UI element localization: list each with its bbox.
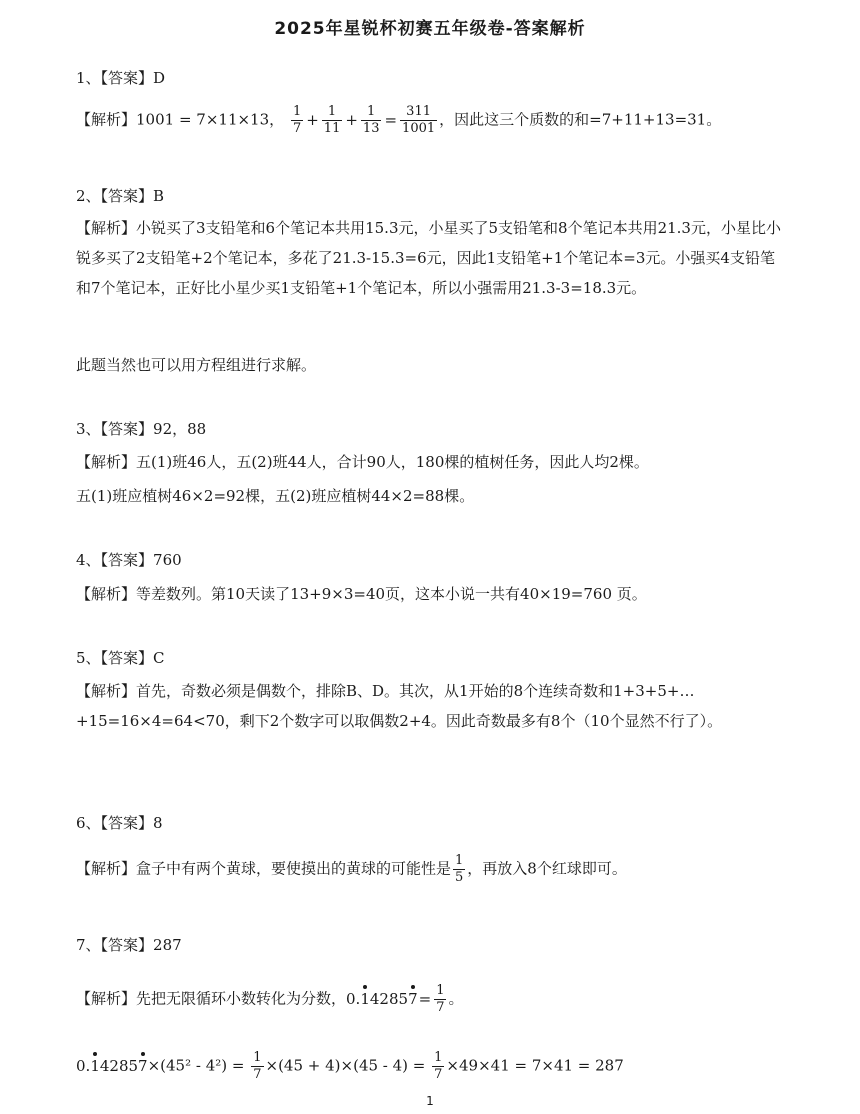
page-number: 1 — [426, 1094, 434, 1108]
q1-fraction-2: $\frac{1}{11}$ — [323, 104, 341, 136]
q2-solution: 【解析】小锐买了3支铅笔和6个笔记本共用15.3元，小星买了5支铅笔和8个笔记本共用21.3元，小星比小锐多买了2支铅笔+2个笔记本，多花了21.3-15.3=6元，因此1支铅笔+1个笔记本=3元。小强买4支铅笔和7个笔记本，正好比小星少买1支铅笔+1个笔记本，所以小强需用21.3-3=18.3元。 — [76, 219, 781, 297]
q3-solution-line2: 五(1)班应植树46×2=92棵，五(2)班应植树44×2=88棵。 — [76, 487, 475, 505]
q1-answer: 1、【答案】D — [76, 69, 166, 87]
q6-fraction: $\frac{1}{5}$ — [455, 853, 464, 885]
q6-answer: 6、【答案】8 — [76, 814, 163, 832]
q1-label: 【解析】 — [76, 110, 137, 129]
q7-calculation: 0.142857×(45² - 4²) = $\frac{1}{7}$ ×(45 + 4)×(45 - 4) = $\frac{1}{7}$ ×49×41 = 7×41 = 287 — [76, 1050, 624, 1082]
q1-fraction-3: $\frac{1}{13}$ — [362, 104, 380, 136]
q1-fraction-1: $\frac{1}{7}$ — [292, 104, 302, 136]
q7-calc-fraction-2: $\frac{1}{7}$ — [434, 1050, 443, 1082]
q7-calc-fraction-1: $\frac{1}{7}$ — [253, 1050, 262, 1082]
q3-answer: 3、【答案】92，88 — [76, 420, 207, 438]
q7-repeating-decimal: 0.142857 — [346, 989, 418, 1008]
q7-solution: 【解析】先把无限循环小数转化为分数，0.142857= $\frac{1}{7}$ 。 — [76, 983, 464, 1015]
q7-calc-decimal: 0.142857 — [76, 1056, 148, 1075]
q2-answer: 2、【答案】B — [76, 187, 165, 205]
q5-answer: 5、【答案】C — [76, 649, 165, 667]
q6-solution: 【解析】盒子中有两个黄球，要使摸出的黄球的可能性是 $\frac{1}{5}$ ，再放入8个红球即可。 — [76, 853, 627, 885]
document-title: 2025年星锐杯初赛五年级卷-答案解析 — [274, 19, 586, 39]
q4-answer: 4、【答案】760 — [76, 551, 182, 569]
q1-fraction-result: $\frac{311}{1001}$ — [402, 104, 436, 136]
q5-solution: 【解析】首先，奇数必须是偶数个，排除B、D。其次，从1开始的8个连续奇数和1+3+5+…+15=16×4=64<70，剩下2个数字可以取偶数2+4。因此奇数最多有8个（10个显然不行了）。 — [76, 682, 723, 730]
q7-answer: 7、【答案】287 — [76, 936, 182, 954]
q2-note: 此题当然也可以用方程组进行求解。 — [76, 356, 317, 374]
q7-fraction: $\frac{1}{7}$ — [436, 983, 445, 1015]
q1-equation: 1001 = 7×11×13， — [136, 110, 285, 129]
q3-solution-line1: 【解析】五(1)班46人，五(2)班44人，合计90人，180棵的植树任务，因此人均2棵。 — [76, 453, 649, 471]
q1-tail: ，因此这三个质数的和=7+11+13=31。 — [439, 110, 722, 129]
q1-solution: 【解析】1001 = 7×11×13， $\frac{1}{7}$ + $\frac{1}{11}$ + $\frac{1}{13}$ = $\frac{311}{1001}$ ，因此这三个质数的和=7+11+13=31。 — [76, 104, 722, 136]
q4-solution: 【解析】等差数列。第10天读了13+9×3=40页，这本小说一共有40×19=760 页。 — [76, 585, 647, 603]
